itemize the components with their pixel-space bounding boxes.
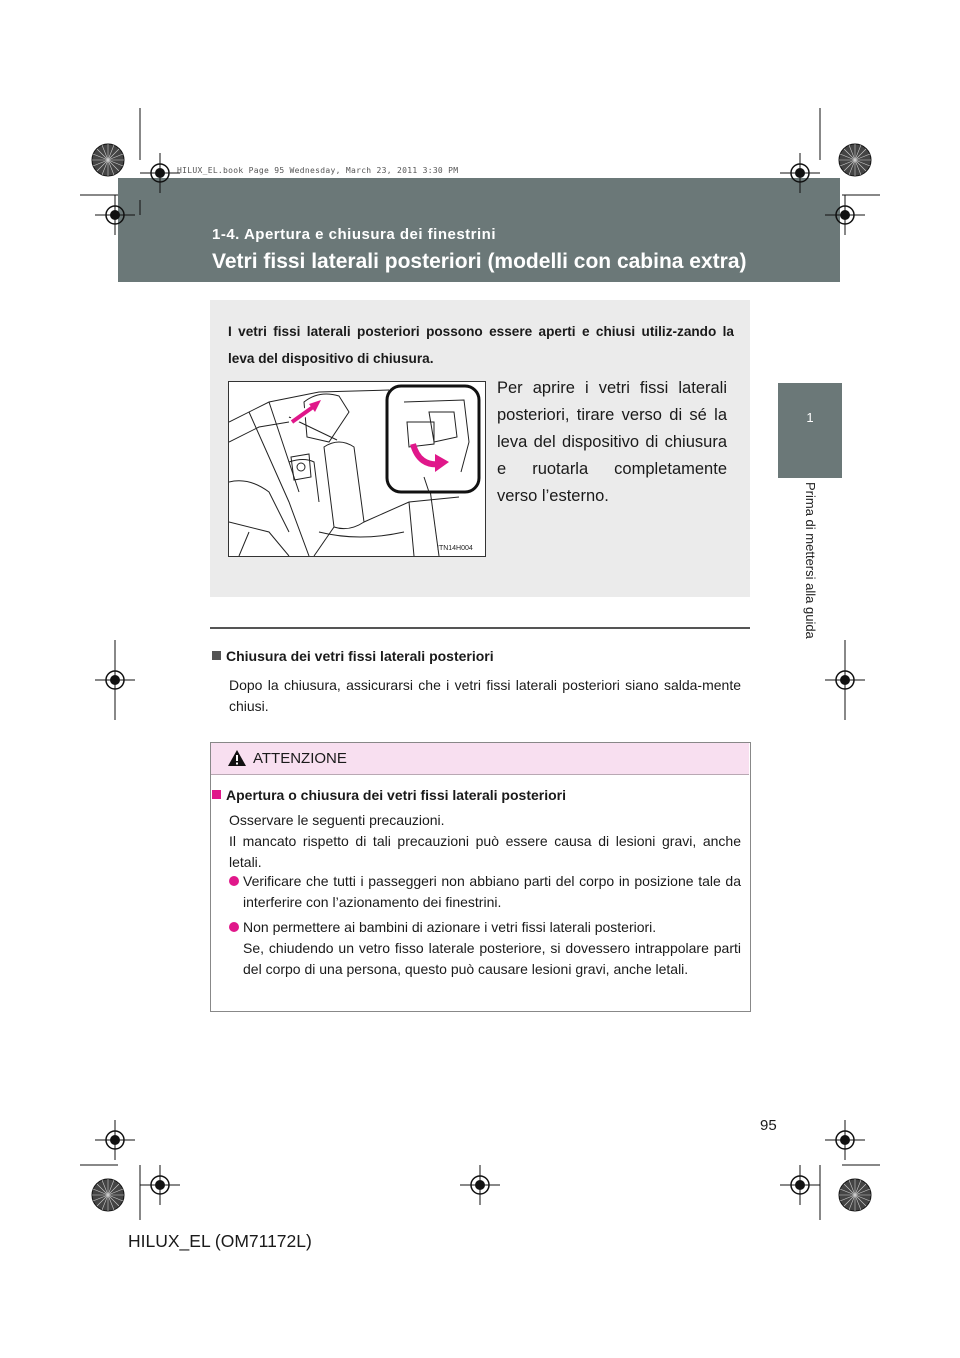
page-number: 95 — [760, 1117, 777, 1134]
chapter-title: Prima di mettersi alla guida — [803, 482, 818, 639]
warning-bullet-1-text: Verificare che tutti i passeggeri non abbiano parti del corpo in posizione tale da interferire con l’azionamento dei finestrini. — [243, 873, 741, 910]
warning-heading-text: Apertura o chiusura dei vetri fissi laterali posteriori — [226, 787, 566, 803]
warning-line-1: Osservare le seguenti precauzioni. — [229, 812, 445, 828]
warning-line-2: Il mancato rispetto di tali precauzioni può essere causa di lesioni gravi, anche letali. — [229, 833, 741, 870]
illustration-code: ITN14H004 — [437, 545, 473, 552]
section-label: 1-4. Apertura e chiusura dei finestrini — [212, 226, 497, 243]
closing-heading-text: Chiusura dei vetri fissi laterali posteriori — [226, 648, 494, 664]
footer-model: HILUX_EL (OM71172L) — [128, 1231, 312, 1251]
page-title: Vetri fissi laterali posteriori (modelli con cabina extra) — [212, 250, 747, 273]
chapter-number: 1 — [806, 410, 814, 425]
closing-body: Dopo la chiusura, assicurarsi che i vetri fissi laterali posteriori siano salda-mente chiusi. — [229, 677, 741, 714]
book-stamp: HILUX_EL.book Page 95 Wednesday, March 23, 2011 3:30 PM — [177, 166, 459, 175]
intro-text: I vetri fissi laterali posteriori possono essere aperti e chiusi utiliz-zando la leva del dispositivo di chiusura. — [228, 324, 734, 366]
warning-bullet-2-text: Non permettere ai bambini di azionare i vetri fissi laterali posteriori. — [243, 919, 657, 935]
illustration-caption: Per aprire i vetri fissi laterali posteriori, tirare verso di sé la leva del dispositivo di chiusura e ruotarla completamente verso l’esterno. — [497, 379, 727, 505]
warning-label: ATTENZIONE — [253, 750, 347, 767]
warning-bullet-2-continuation: Se, chiudendo un vetro fisso laterale posteriore, si dovessero intrappolare parti del corpo di una persona, questo può causare lesioni gravi, anche letali. — [243, 940, 741, 977]
